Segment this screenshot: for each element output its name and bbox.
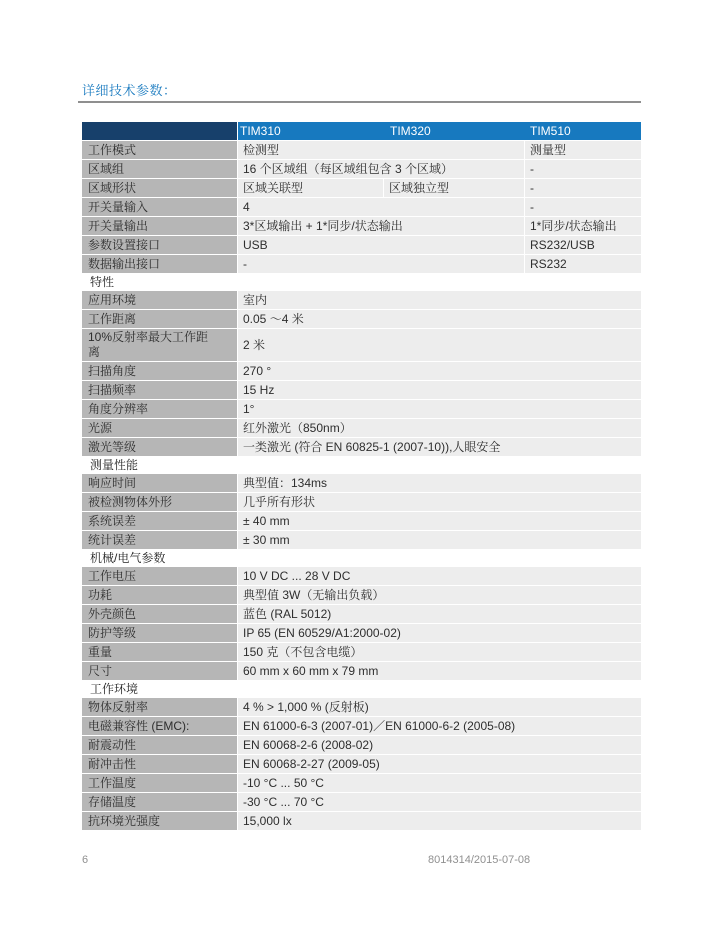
table-row bbox=[82, 531, 641, 549]
row-label: 工作距离 bbox=[82, 310, 237, 328]
column-header-tim310: TIM310 bbox=[240, 124, 281, 138]
value-tim510: 1*同步/状态输出 bbox=[525, 217, 641, 235]
table-row bbox=[82, 141, 641, 159]
row-label: 工作电压 bbox=[82, 567, 237, 585]
value-all-models: 0.05 ～4 米 bbox=[238, 310, 641, 328]
row-label: 区域组 bbox=[82, 160, 237, 178]
row-label: 系统误差 bbox=[82, 512, 237, 530]
row-label: 开关量输入 bbox=[82, 198, 237, 216]
table-row bbox=[82, 438, 641, 456]
table-row bbox=[82, 419, 641, 437]
table-row bbox=[82, 217, 641, 235]
row-label: 存储温度 bbox=[82, 793, 237, 811]
value-all-models: -10 °C ... 50 °C bbox=[238, 774, 641, 792]
table-row bbox=[82, 291, 641, 309]
table-row bbox=[82, 179, 641, 197]
table-row bbox=[82, 736, 641, 754]
table-row bbox=[82, 755, 641, 773]
page-title: 详细技术参数： bbox=[82, 83, 177, 98]
value-all-models: 4 % > 1,000 % (反射板) bbox=[238, 698, 641, 716]
row-label: 耐冲击性 bbox=[82, 755, 237, 773]
table-row bbox=[82, 255, 641, 273]
value-tim310-tim320: - bbox=[238, 255, 524, 273]
value-tim510: - bbox=[525, 179, 641, 197]
value-tim310-tim320: 检测型 bbox=[238, 141, 524, 159]
value-tim310-tim320: 3*区域输出 + 1*同步/状态输出 bbox=[238, 217, 524, 235]
column-header-tim510: TIM510 bbox=[530, 124, 571, 138]
table-row bbox=[82, 793, 641, 811]
table-row bbox=[82, 662, 641, 680]
table-row bbox=[82, 812, 641, 830]
value-all-models: 红外激光（850nm） bbox=[238, 419, 641, 437]
value-all-models: ± 30 mm bbox=[238, 531, 641, 549]
row-label-text: 10%反射率最大工作距离 bbox=[88, 330, 209, 359]
value-tim510: - bbox=[525, 198, 641, 216]
column-header-tim320: TIM320 bbox=[390, 124, 431, 138]
value-tim510: - bbox=[525, 160, 641, 178]
row-label: 扫描频率 bbox=[82, 381, 237, 399]
table-row bbox=[82, 774, 641, 792]
value-all-models: 2 米 bbox=[238, 329, 641, 361]
section-header: 特性 bbox=[82, 274, 641, 290]
table-row bbox=[82, 474, 641, 492]
table-row bbox=[82, 362, 641, 380]
value-all-models: 蓝色 (RAL 5012) bbox=[238, 605, 641, 623]
value-tim310-tim320: 4 bbox=[238, 198, 524, 216]
value-all-models: 几乎所有形状 bbox=[238, 493, 641, 511]
value-all-models: -30 °C ... 70 °C bbox=[238, 793, 641, 811]
value-tim310: 区域关联型 bbox=[238, 179, 383, 197]
row-label: 应用环境 bbox=[82, 291, 237, 309]
table-row bbox=[82, 567, 641, 585]
value-all-models: EN 60068-2-27 (2009-05) bbox=[238, 755, 641, 773]
value-all-models: 室内 bbox=[238, 291, 641, 309]
page-number: 6 bbox=[82, 854, 89, 866]
row-label: 响应时间 bbox=[82, 474, 237, 492]
value-all-models: 典型值 3W（无输出负载） bbox=[238, 586, 641, 604]
section-header: 工作环境 bbox=[82, 681, 641, 697]
value-tim510: 测量型 bbox=[525, 141, 641, 159]
table-row bbox=[82, 493, 641, 511]
value-all-models: EN 60068-2-6 (2008-02) bbox=[238, 736, 641, 754]
value-all-models: 一类激光 (符合 EN 60825-1 (2007-10)),人眼安全 bbox=[238, 438, 641, 456]
row-label: 被检测物体外形 bbox=[82, 493, 237, 511]
row-label: 耐震动性 bbox=[82, 736, 237, 754]
value-tim310-tim320: 16 个区域组（每区域组包含 3 个区域） bbox=[238, 160, 524, 178]
value-tim310-tim320: USB bbox=[238, 236, 524, 254]
value-all-models: EN 61000-6-3 (2007-01)／EN 61000-6-2 (2005-08) bbox=[238, 717, 641, 735]
value-all-models: 15,000 lx bbox=[238, 812, 641, 830]
table-row bbox=[82, 310, 641, 328]
title-divider bbox=[78, 101, 641, 103]
row-label: 开关量输出 bbox=[82, 217, 237, 235]
row-label: 防护等级 bbox=[82, 624, 237, 642]
row-label: 参数设置接口 bbox=[82, 236, 237, 254]
value-all-models: 1° bbox=[238, 400, 641, 418]
row-label: 物体反射率 bbox=[82, 698, 237, 716]
row-label: 电磁兼容性 (EMC): bbox=[82, 717, 237, 735]
row-label: 工作温度 bbox=[82, 774, 237, 792]
value-all-models: 150 克（不包含电缆） bbox=[238, 643, 641, 661]
row-label bbox=[82, 329, 237, 361]
document-reference: 8014314/2015-07-08 bbox=[428, 854, 531, 866]
row-label: 统计误差 bbox=[82, 531, 237, 549]
table-row bbox=[82, 624, 641, 642]
value-all-models: ± 40 mm bbox=[238, 512, 641, 530]
table-header-models bbox=[238, 122, 641, 140]
row-label: 数据输出接口 bbox=[82, 255, 237, 273]
table-row bbox=[82, 698, 641, 716]
value-all-models: 10 V DC ... 28 V DC bbox=[238, 567, 641, 585]
value-tim510: RS232 bbox=[525, 255, 641, 273]
value-tim320: 区域独立型 bbox=[384, 179, 524, 197]
value-all-models: 270 ° bbox=[238, 362, 641, 380]
row-label: 重量 bbox=[82, 643, 237, 661]
table-row bbox=[82, 236, 641, 254]
table-row bbox=[82, 586, 641, 604]
table-row bbox=[82, 381, 641, 399]
table-body bbox=[82, 141, 641, 830]
table-header-row bbox=[82, 122, 641, 140]
table-row bbox=[82, 198, 641, 216]
row-label: 抗环境光强度 bbox=[82, 812, 237, 830]
value-all-models: 典型值：134ms bbox=[238, 474, 641, 492]
value-tim510: RS232/USB bbox=[525, 236, 641, 254]
value-all-models: 15 Hz bbox=[238, 381, 641, 399]
row-label: 外壳颜色 bbox=[82, 605, 237, 623]
page-footer bbox=[0, 854, 717, 870]
table-row bbox=[82, 400, 641, 418]
value-all-models: 60 mm x 60 mm x 79 mm bbox=[238, 662, 641, 680]
table-row bbox=[82, 717, 641, 735]
row-label: 功耗 bbox=[82, 586, 237, 604]
row-label: 工作模式 bbox=[82, 141, 237, 159]
row-label: 区域形状 bbox=[82, 179, 237, 197]
table-row bbox=[82, 329, 641, 361]
table-header-corner bbox=[82, 122, 237, 140]
section-header: 机械/电气参数 bbox=[82, 550, 641, 566]
value-all-models: IP 65 (EN 60529/A1:2000-02) bbox=[238, 624, 641, 642]
row-label: 扫描角度 bbox=[82, 362, 237, 380]
row-label: 光源 bbox=[82, 419, 237, 437]
row-label: 角度分辨率 bbox=[82, 400, 237, 418]
table-row bbox=[82, 643, 641, 661]
section-header: 测量性能 bbox=[82, 457, 641, 473]
table-row bbox=[82, 512, 641, 530]
table-row bbox=[82, 160, 641, 178]
spec-table bbox=[82, 122, 641, 831]
row-label: 尺寸 bbox=[82, 662, 237, 680]
row-label: 激光等级 bbox=[82, 438, 237, 456]
table-row bbox=[82, 605, 641, 623]
